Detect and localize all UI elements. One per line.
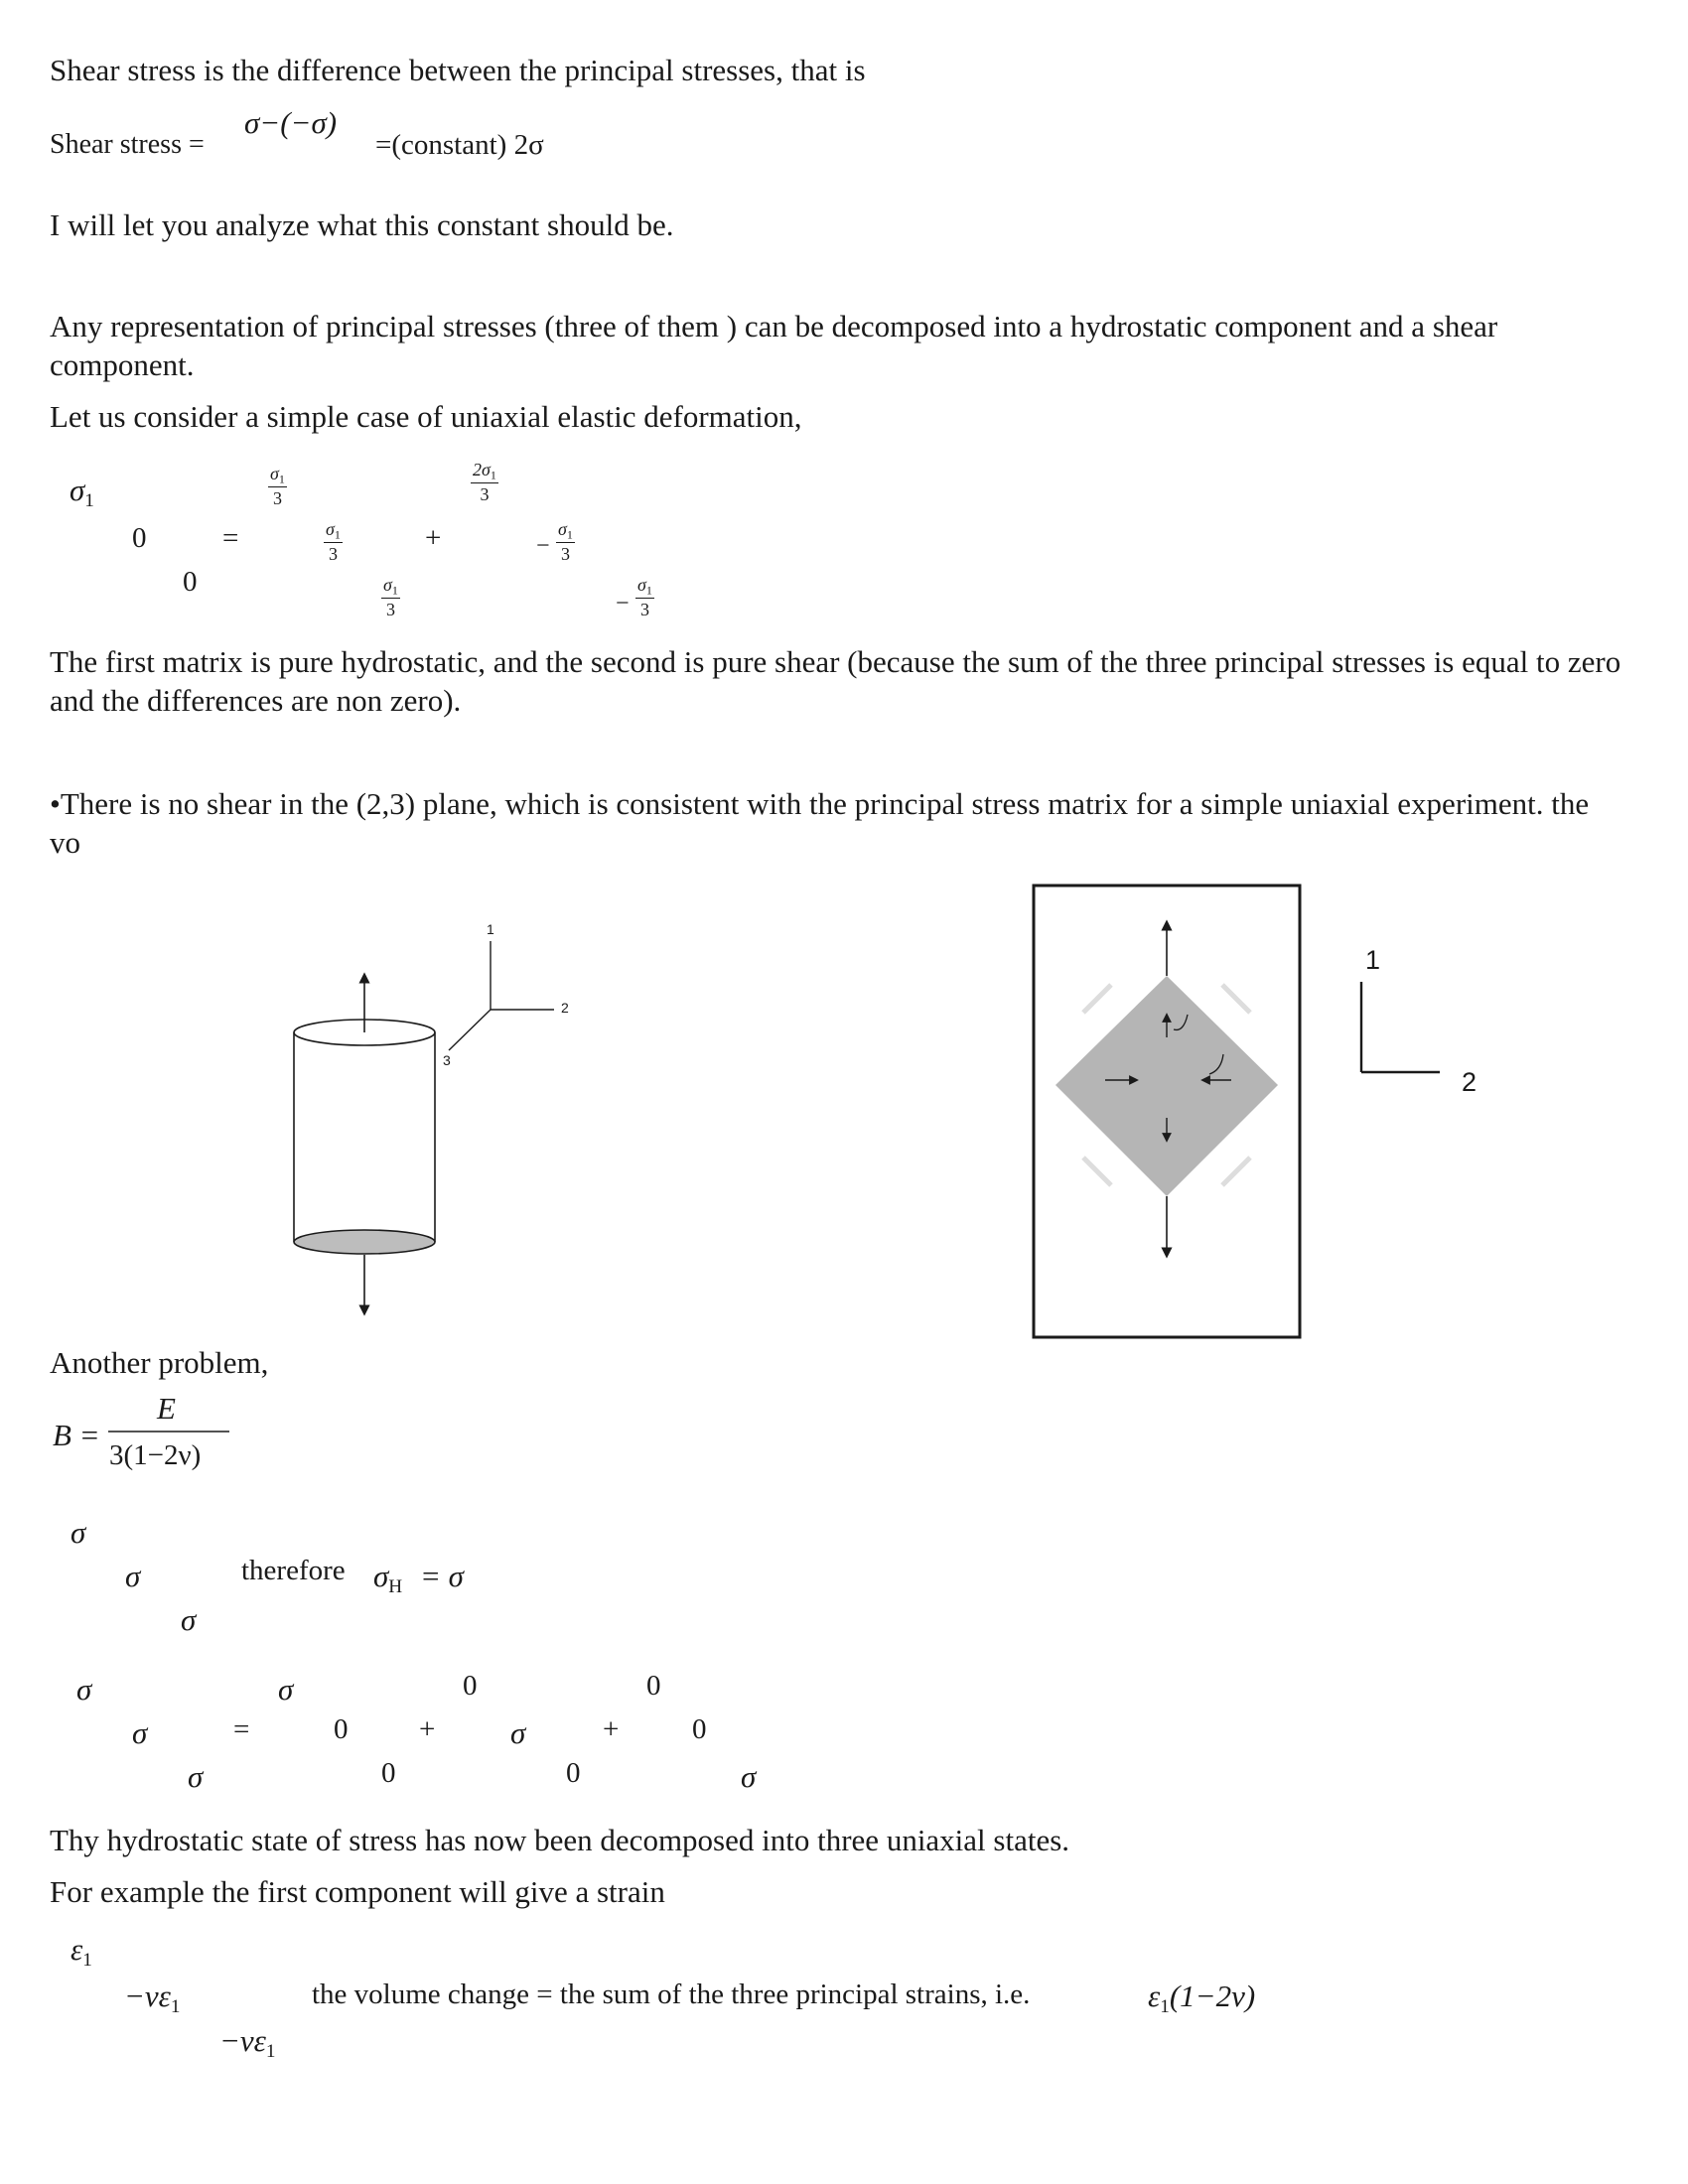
strain-entry-neg-nu-eps1: $-\nu\varepsilon_1$ [219, 2023, 276, 2062]
strain-entry-neg-nu-eps1: $-\nu\varepsilon_1$ [124, 1979, 181, 2017]
matrix-entry-zero: 0 [566, 1757, 581, 1789]
matrix-entry-sigma: σ [132, 1715, 148, 1750]
paragraph-decomposition: Any representation of principal stresses (three of them ) can be decomposed into a hydrostatic component and a shear component. [50, 309, 1498, 382]
equals-sign: = [222, 522, 239, 554]
shear-entry-2: $\sigma_1$ 3 [558, 519, 573, 564]
matrix-entry-zero: 0 [183, 566, 198, 598]
cylinder-bottom [294, 1230, 435, 1254]
hydrostatic-entry-3: $\sigma_1$ 3 [383, 575, 398, 619]
shear-tick [1083, 1158, 1111, 1185]
hydrostatic-entry-2: $\sigma_1$ 3 [326, 519, 341, 564]
matrix-entry-sigma: σ [76, 1672, 92, 1706]
matrix-entry-sigma: σ [741, 1759, 757, 1794]
paragraph-shear-intro: Shear stress is the difference between the principal stresses, that is [50, 53, 866, 87]
axis-3-line [449, 1010, 491, 1050]
equals-sign: = [233, 1713, 250, 1745]
matrix-entry-zero: 0 [334, 1713, 349, 1745]
matrix-entry-sigma: σ [181, 1602, 197, 1637]
matrix-entry-sigma: σ [510, 1715, 526, 1750]
matrix-entry-zero: 0 [646, 1670, 661, 1702]
bulk-modulus-lhs: B = [53, 1418, 100, 1452]
axis-2-label: 2 [1462, 1067, 1477, 1097]
shear-entry-1: $2\sigma_1$ 3 [473, 460, 496, 504]
shear-stress-result: =(constant) 2σ [375, 129, 544, 161]
shear-tick [1083, 985, 1111, 1013]
hydrostatic-stress-value: = σ [420, 1559, 464, 1593]
paragraph-analyze-constant: I will let you analyze what this constant should be. [50, 207, 674, 242]
bulk-modulus-numerator: E [157, 1391, 176, 1426]
shear-tick [1222, 1158, 1250, 1185]
axis-3-label: 3 [443, 1052, 451, 1068]
plus-sign: + [425, 522, 442, 554]
matrix-entry-zero: 0 [132, 522, 147, 554]
paragraph-uniaxial-case: Let us consider a simple case of uniaxial elastic deformation, [50, 399, 802, 434]
volume-change-text: the volume change = the sum of the three principal strains, i.e. [312, 1979, 1031, 2010]
plus-sign: + [603, 1713, 620, 1745]
paragraph-hydrostatic-shear: The first matrix is pure hydrostatic, and the second is pure shear (because the sum of the three principal stresses is equal to zero and the differences are non zero). [50, 644, 1621, 718]
shear-tick [1222, 985, 1250, 1013]
axis-1-label: 1 [1365, 945, 1381, 975]
minus-sign: − [616, 591, 630, 616]
hydrostatic-entry-1: $\sigma_1$ 3 [270, 464, 285, 508]
matrix-entry-zero: 0 [463, 1670, 478, 1702]
paragraph-uniaxial-states: Thy hydrostatic state of stress has now been decomposed into three uniaxial states. [50, 1823, 1070, 1857]
bulk-modulus-denominator: 3(1−2ν) [109, 1439, 202, 1471]
volume-change-expression: $\varepsilon_1(1-2\nu)$ [1148, 1979, 1256, 2017]
shear-stress-label: Shear stress = [50, 129, 205, 160]
matrix-entry-sigma: σ [278, 1672, 294, 1706]
shear-stress-numerator: σ−(−σ) [244, 105, 338, 140]
minus-sign: − [536, 533, 550, 559]
matrix-entry-sigma1: $\sigma_1$ [70, 473, 94, 511]
hydrostatic-stress-symbol: $\sigma_H$ [373, 1559, 403, 1597]
therefore-text: therefore [241, 1555, 346, 1586]
paragraph-another-problem: Another problem, [50, 1345, 269, 1380]
matrix-entry-sigma: σ [70, 1515, 86, 1550]
plus-sign: + [419, 1713, 436, 1745]
axis-1-label: 1 [487, 921, 494, 937]
shear-entry-3: $\sigma_1$ 3 [637, 575, 652, 619]
matrix-entry-sigma: σ [125, 1559, 141, 1593]
matrix-entry-sigma: σ [188, 1759, 204, 1794]
matrix-entry-zero: 0 [381, 1757, 396, 1789]
axis-2-label: 2 [561, 1000, 569, 1016]
paragraph-no-shear-plane: •There is no shear in the (2,3) plane, which is consistent with the principal stress matrix for a simple uniaxial experiment. the vo [50, 786, 1590, 860]
strain-entry-eps1: $\varepsilon_1$ [70, 1932, 92, 1971]
paragraph-first-component: For example the first component will give a strain [50, 1874, 665, 1909]
matrix-entry-zero: 0 [692, 1713, 707, 1745]
